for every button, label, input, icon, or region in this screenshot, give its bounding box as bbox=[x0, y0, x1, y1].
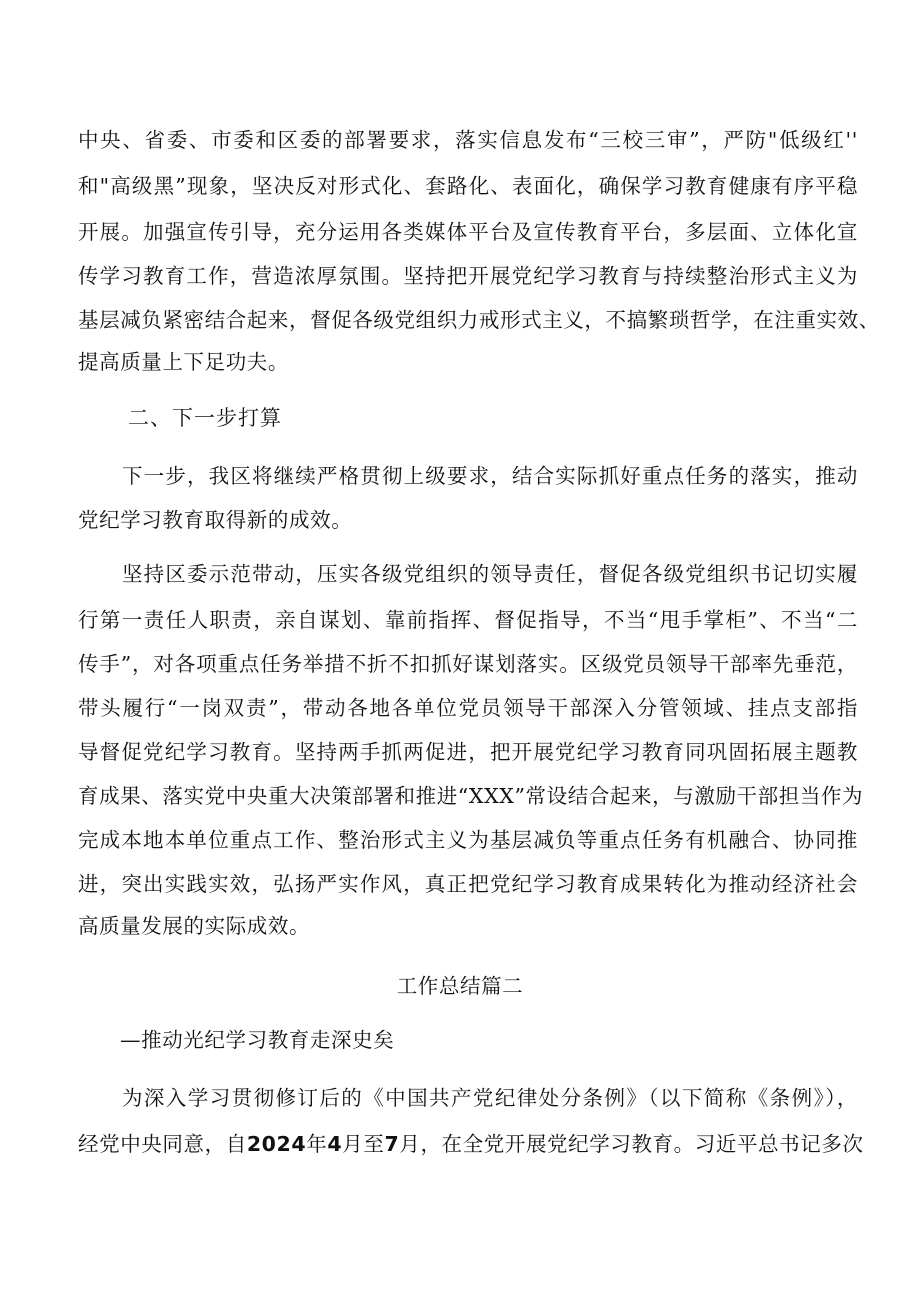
paragraph-line: 高质量发展的实际成效。 bbox=[78, 914, 311, 938]
part-title: 工作总结篇二 bbox=[396, 974, 524, 998]
paragraph-line: 开展。加强宣传引导，充分运用各类媒体平台及宣传教育平台，多层面、立体化宣 bbox=[78, 220, 858, 244]
paragraph-line: 带头履行“一岗双责”，带动各地各单位党员领导干部深入分管领域、挂点支部指 bbox=[78, 696, 858, 720]
paragraph-line: 党纪学习教育取得新的成效。 bbox=[78, 508, 353, 532]
paragraph-line: 育成果、落实党中央重大决策部署和推进“XXX”常设结合起来，与激励干部担当作为 bbox=[78, 784, 864, 808]
paragraph-line: 提高质量上下足功夫。 bbox=[78, 350, 289, 374]
paragraph-line: 为深入学习贯彻修订后的《中国共产党纪律处分条例》（以下简称《条例》）， bbox=[122, 1086, 858, 1110]
month-number: 4 bbox=[327, 1132, 343, 1156]
paragraph-line: 坚持区委示范带动，压实各级党组织的领导责任，督促各级党组织书记切实履 bbox=[122, 562, 858, 586]
paragraph-line: 行第一责任人职责，亲自谋划、靠前指挥、督促指导，不当“甩手掌柜”、不当“二 bbox=[78, 608, 858, 632]
part-subtitle: —推动光纪学习教育走深史矣 bbox=[120, 1028, 395, 1052]
paragraph-line: 完成本地本单位重点工作、整治形式主义为基层减负等重点任务有机融合、协同推 bbox=[78, 828, 858, 852]
text-segment: 年 bbox=[306, 1132, 328, 1156]
text-segment: 经党中央同意，自 bbox=[78, 1132, 247, 1156]
paragraph-line: 和"高级黑”现象，坚决反对形式化、套路化、表面化，确保学习教育健康有序平稳 bbox=[78, 174, 858, 198]
paragraph-line: 导督促党纪学习教育。坚持两手抓两促进，把开展党纪学习教育同巩固拓展主题教 bbox=[78, 740, 858, 764]
paragraph-line: 基层减负紧密结合起来，督促各级党组织力戒形式主义，不搞繁琐哲学，在注重实效、 bbox=[78, 308, 880, 332]
paragraph-line: 中央、省委、市委和区委的部署要求，落实信息发布“三校三审”，严防"低级红'' bbox=[78, 128, 858, 152]
month-number: 7 bbox=[384, 1132, 400, 1156]
year-number: 2024 bbox=[246, 1132, 307, 1156]
paragraph-line: 进，突出实践实效，弘扬严实作风，真正把党纪学习教育成果转化为推动经济社会 bbox=[78, 872, 858, 896]
text-segment: 月，在全党开展党纪学习教育。习近平总书记多次 bbox=[399, 1132, 864, 1156]
paragraph-line: 下一步，我区将继续严格贯彻上级要求，结合实际抓好重点任务的落实，推动 bbox=[122, 464, 858, 488]
paragraph-line: 传学习教育工作，营造浓厚氛围。坚持把开展党纪学习教育与持续整治形式主义为 bbox=[78, 264, 858, 288]
paragraph-line: 传手”，对各项重点任务举措不折不扣抓好谋划落实。区级党员领导干部率先垂范， bbox=[78, 652, 858, 676]
paragraph-line bbox=[78, 1126, 864, 1162]
section-heading: 二、下一步打算 bbox=[128, 406, 282, 430]
text-segment: 月至 bbox=[342, 1132, 385, 1156]
